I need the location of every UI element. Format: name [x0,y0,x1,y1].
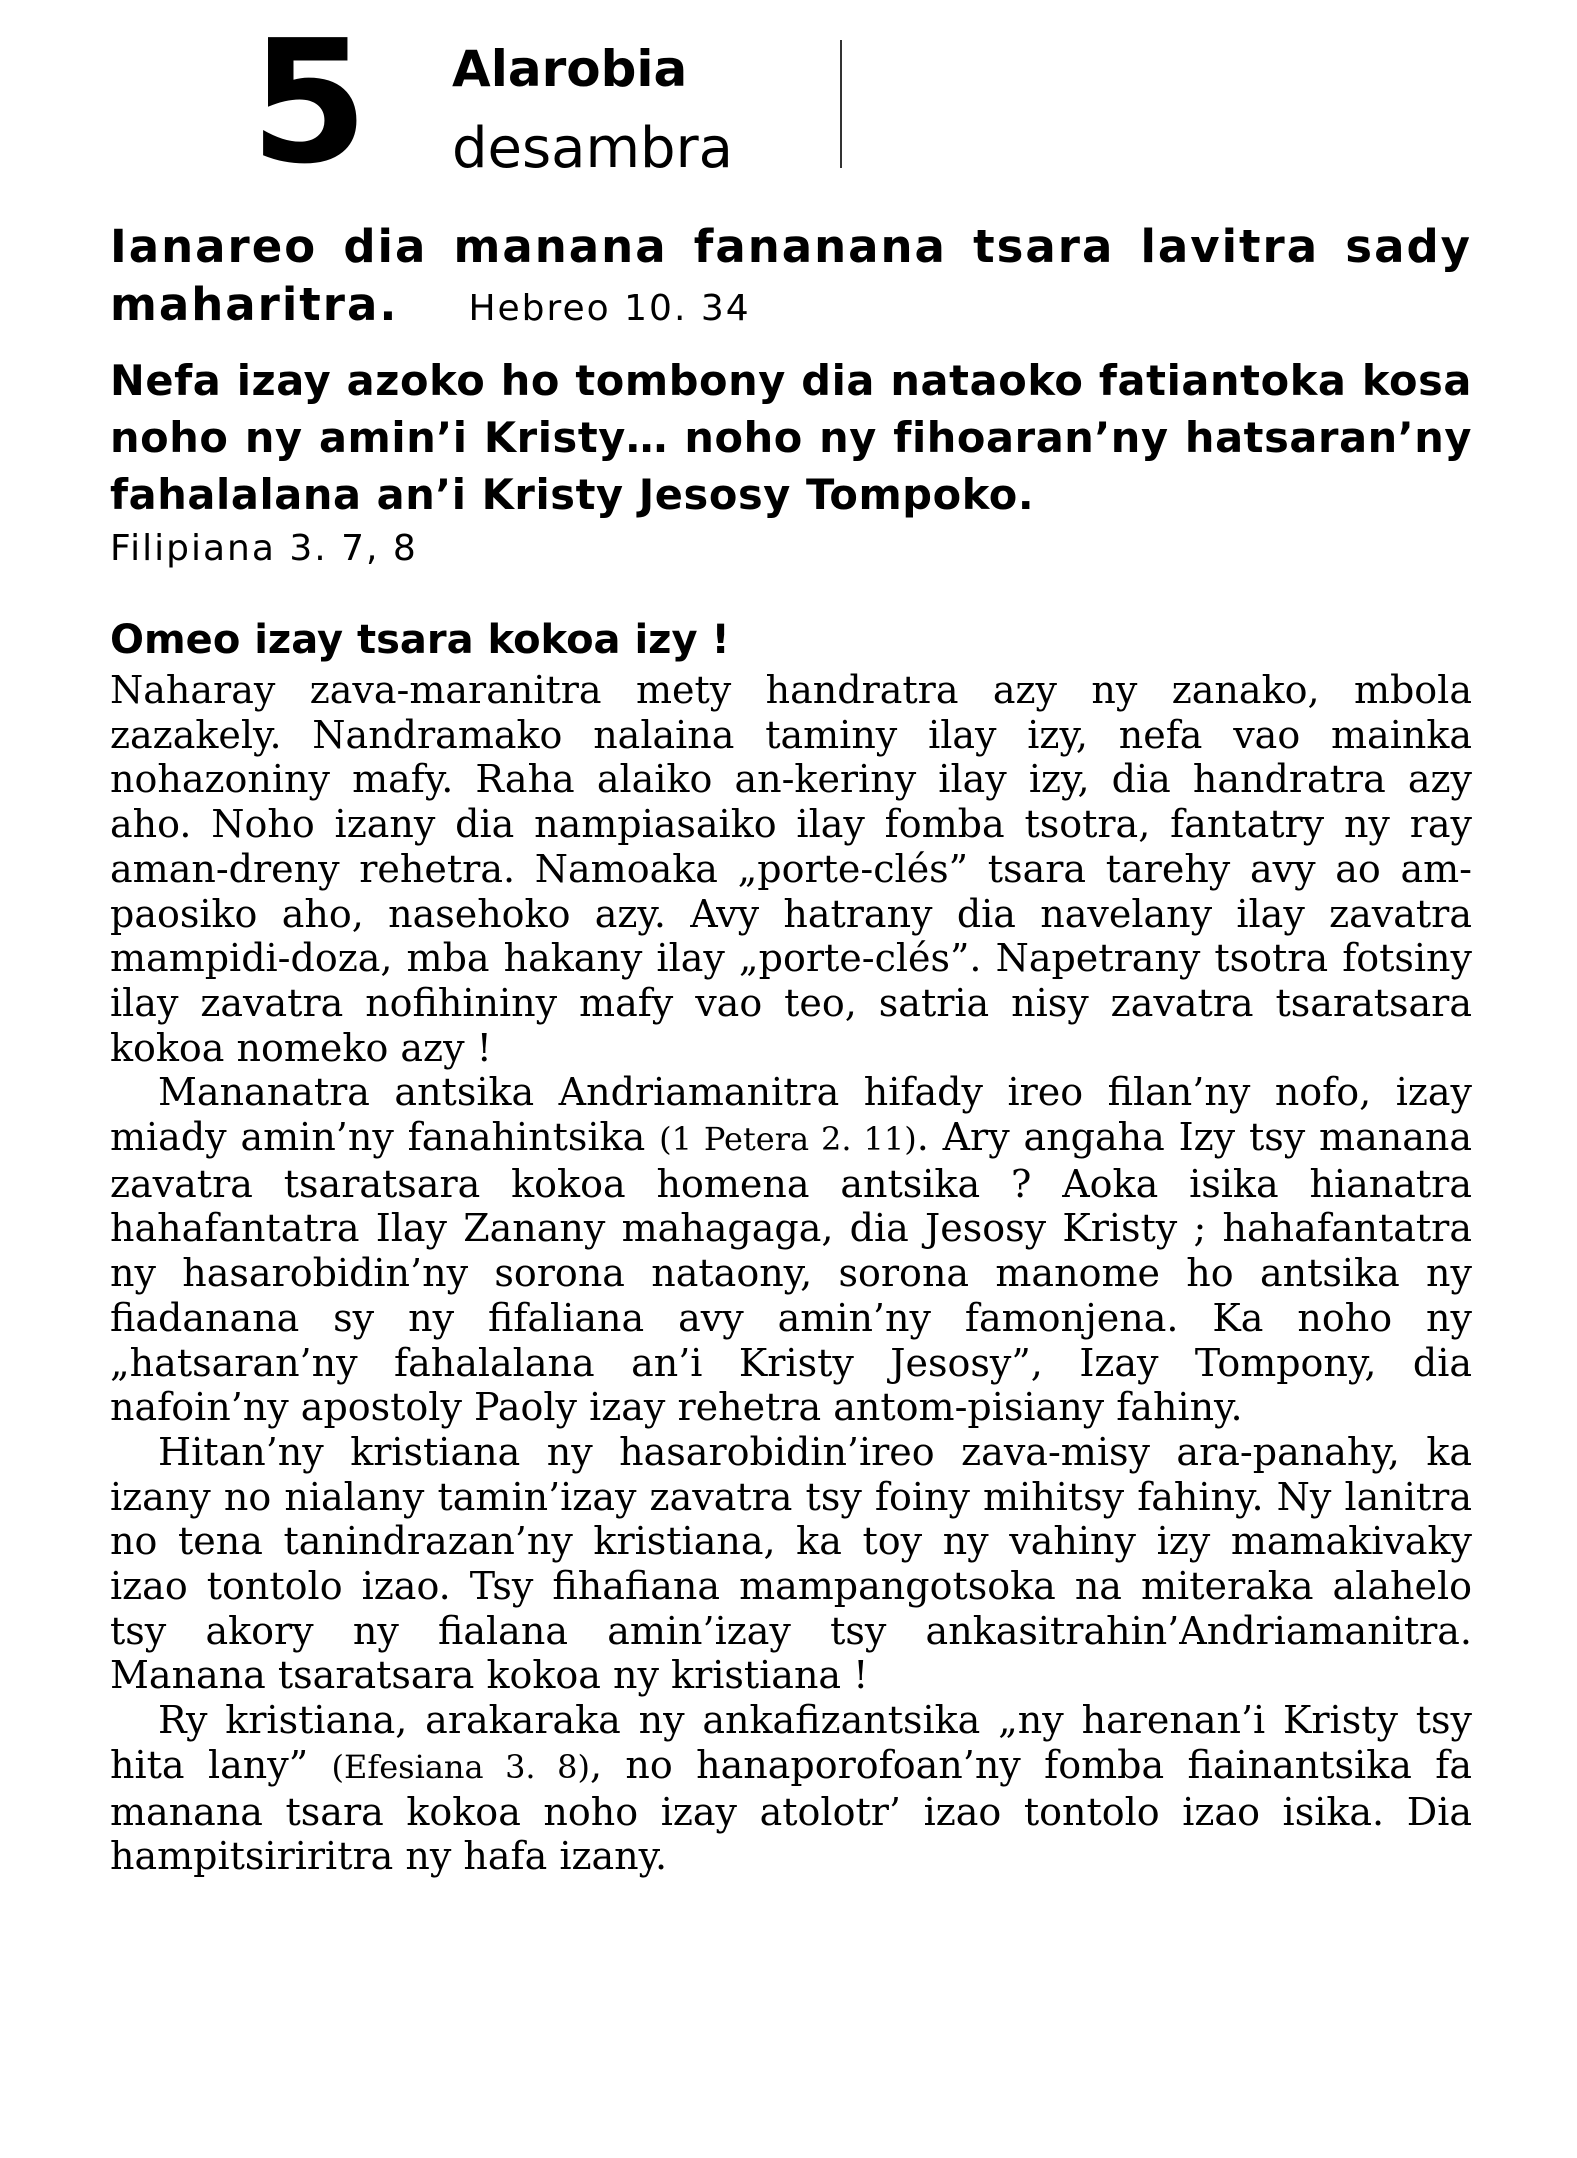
verse-hebreo-reference: Hebreo 10. 34 [468,288,751,329]
paragraph-2-text-a: Mananatra antsika Andriamanitra hifady ireo filan’ny nofo, izay miady amin’ny fanahintsika [110,1070,1472,1160]
section-title: Omeo izay tsara kokoa izy ! [110,617,730,663]
month: desambra [452,116,733,181]
paragraph-4-text-a: Ry kristiana, arakaraka ny ankafizantsika „ny harenan’i Kristy tsy hita lany” [110,1698,1472,1787]
verse-filipiana-reference: Filipiana 3. 7, 8 [110,528,418,569]
paragraph-4 [110,1698,1472,1879]
paragraph-2-text-b: . Ary angaha Izy tsy manana zavatra tsaratsara kokoa homena antsika ? Aoka isika hianatra hahafantatra Ilay Zanany mahagaga, dia Jesosy Kristy ; hahafantatra ny hasarobidin’ny sorona nataony, sorona manome ho antsika ny fiadanana sy ny fifaliana avy amin’ny famonjena. Ka noho ny „hatsaran’ny fahalalana an’i Kristy Jesosy”, Izay Tompony, dia nafoin’ny apostoly Paoly izay rehetra antom-pisiany fahiny. [110,1115,1473,1430]
verse-hebreo [110,218,1472,338]
verse-filipiana [110,352,1472,575]
verse-filipiana-text: Nefa izay azoko ho tombony dia nataoko fatiantoka kosa noho ny amin’i Kristy… noho ny fihoaran’ny hatsaran’ny fahalalana an’i Kristy Jesosy Tompoko. [110,356,1472,519]
paragraph-2 [110,1070,1472,1430]
header-divider [840,40,842,168]
paragraph-2-reference: (1 Petera 2. 11) [659,1120,917,1159]
paragraph-4-text-b: , no hanaporofoan’ny fomba fiainantsika fa manana tsara kokoa noho izay atolotr’ izao tontolo izao isika. Dia hampitsiriritra ny hafa izany. [110,1742,1472,1879]
devotional-body [110,668,1472,1879]
paragraph-1: Naharay zava-maranitra mety handratra azy ny zanako, mbola zazakely. Nandramako nalaina taminy ilay izy, nefa vao mainka nohazoniny mafy. Raha alaiko an-keriny ilay izy, dia handratra azy aho. Noho izany dia nampiasaiko ilay fomba tsotra, fantatry ny ray aman-dreny rehetra. Namoaka „porte-clés” tsara tarehy avy ao am-paosiko aho, nasehoko azy. Avy hatrany dia navelany ilay zavatra mampidi-doza, mba hakany ilay „porte-clés”. Napetrany tsotra fotsiny ilay zavatra nofihininy mafy vao teo, satria nisy zavatra tsaratsara kokoa nomeko azy ! [110,668,1472,1070]
day-number: 5 [250,4,365,202]
weekday: Alarobia [452,40,688,98]
paragraph-3: Hitan’ny kristiana ny hasarobidin’ireo zava-misy ara-panahy, ka izany no nialany tamin’izay zavatra tsy foiny mihitsy fahiny. Ny lanitra no tena tanindrazan’ny kristiana, ka toy ny vahiny izy mamakivaky izao tontolo izao. Tsy fihafiana mampangotsoka na miteraka alahelo tsy akory ny fialana amin’izay tsy ankasitrahin’Andriamanitra. Manana tsaratsara kokoa ny kristiana ! [110,1429,1472,1698]
paragraph-4-reference: (Efesiana 3. 8) [331,1747,590,1786]
verse-hebreo-text: Ianareo dia manana fananana tsara lavitra sady maharitra. [110,220,1472,331]
